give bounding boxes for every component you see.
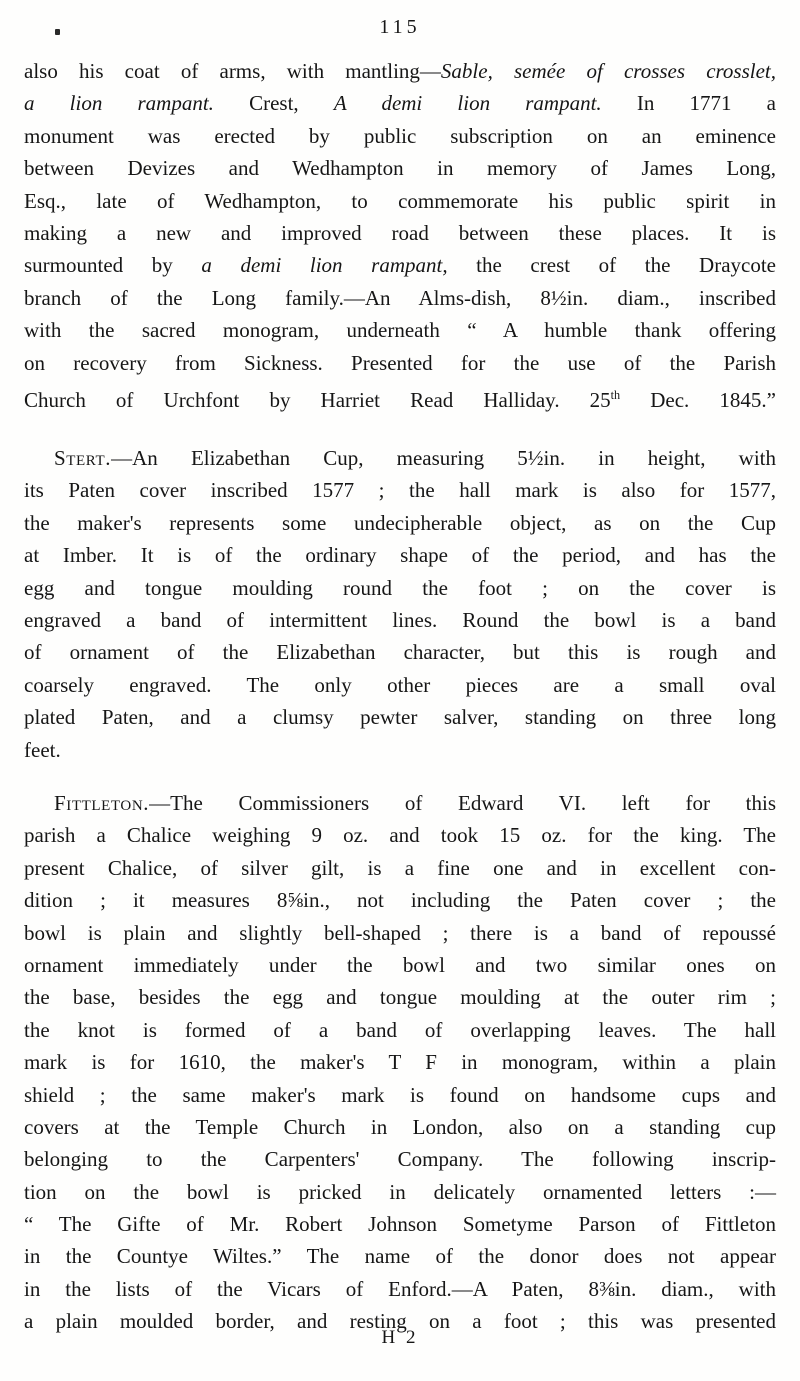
text-segment: making a new and improved road between these places. It is: [24, 220, 776, 245]
text-segment: in the lists of the Vicars of Enford.—A Paten, 8⅜in. diam., with: [24, 1276, 776, 1301]
text-line: [24, 572, 776, 604]
printers-signature: H 2: [381, 1327, 419, 1348]
text-segment: —The Commissioners of Edward VI. left for this: [149, 791, 776, 815]
text-line: [24, 1273, 776, 1305]
text-line: [24, 474, 776, 506]
text-line: [24, 669, 776, 701]
text-line: [24, 539, 776, 571]
text-segment: tion on the bowl is pricked in delicately ornamented letters :—: [24, 1179, 776, 1204]
text-segment: also his coat of arms, with mantling—: [24, 59, 441, 83]
text-segment: Stert.: [54, 446, 112, 470]
text-line: [24, 949, 776, 981]
text-line: [24, 734, 776, 766]
text-line: [24, 604, 776, 636]
paragraph-stert: [24, 442, 776, 766]
text-segment: the crest of the Draycote: [447, 253, 776, 278]
text-line: [24, 55, 776, 87]
text-segment: engraved a band of intermittent lines. Round the bowl is a band: [24, 607, 776, 632]
text-line: [24, 636, 776, 668]
text-segment: the maker's represents some undecipherable object, as on the Cup: [24, 510, 776, 535]
text-line: [24, 379, 776, 411]
text-segment: Crest,: [213, 91, 334, 116]
text-segment: a demi lion rampant,: [201, 253, 448, 278]
text-segment: of ornament of the Elizabethan character, but this is rough and: [24, 640, 776, 665]
text-segment: ornament immediately under the bowl and two similar ones on: [24, 952, 776, 977]
text-segment: a plain moulded border, and resting on a foot ; this was presented: [24, 1309, 776, 1334]
text-segment: Dec. 1845.”: [620, 387, 776, 412]
text-line: [24, 1176, 776, 1208]
text-segment: surmounted by: [24, 253, 202, 278]
text-line: [24, 314, 776, 346]
text-line: [24, 120, 776, 152]
text-line: [24, 442, 776, 474]
text-line: [24, 152, 776, 184]
text-segment: belonging to the Carpenters' Company. The following inscrip-: [24, 1147, 776, 1172]
text-segment: in the Countye Wiltes.” The name of the donor does not appear: [24, 1244, 776, 1269]
text-segment: Church of Urchfont by Harriet Read Halliday. 25: [24, 387, 611, 412]
text-line: [24, 507, 776, 539]
text-segment: on recovery from Sickness. Presented for the use of the Parish: [24, 350, 776, 375]
text-segment: egg and tongue moulding round the foot ; on the cover is: [24, 575, 776, 600]
text-segment: Esq., late of Wedhampton, to commemorate his public spirit in: [24, 188, 776, 213]
paragraph-arms-continuation: [24, 55, 776, 411]
text-line: [24, 217, 776, 249]
text-segment: a lion rampant.: [24, 91, 214, 116]
text-segment: with the sacred monogram, underneath “ A humble thank offering: [24, 318, 776, 343]
text-line: [24, 87, 776, 119]
text-line: [24, 282, 776, 314]
page-number: 115: [379, 16, 421, 38]
text-line: [24, 917, 776, 949]
text-line: [24, 249, 776, 281]
text-line: [24, 1079, 776, 1111]
text-segment: bowl is plain and slightly bell-shaped ; there is a band of repoussé: [24, 920, 776, 945]
text-segment: parish a Chalice weighing 9 oz. and took 15 oz. for the king. The: [24, 823, 776, 848]
text-segment: th: [610, 387, 621, 402]
text-segment: branch of the Long family.—An Alms-dish, 8½in. diam., inscribed: [24, 285, 776, 310]
text-segment: plated Paten, and a clumsy pewter salver, standing on three long: [24, 705, 776, 730]
text-line: [24, 787, 776, 819]
text-line: [24, 1240, 776, 1272]
text-line: [24, 1014, 776, 1046]
text-line: [24, 852, 776, 884]
text-segment: Fittleton.: [54, 791, 150, 815]
text-line: [24, 1208, 776, 1240]
text-line: [24, 347, 776, 379]
text-segment: between Devizes and Wedhampton in memory of James Long,: [24, 156, 776, 181]
text-segment: covers at the Temple Church in London, also on a standing cup: [24, 1114, 776, 1139]
text-segment: the knot is formed of a band of overlapping leaves. The hall: [24, 1017, 776, 1042]
text-segment: “ The Gifte of Mr. Robert Johnson Sometyme Parson of Fittleton: [24, 1212, 776, 1237]
text-segment: present Chalice, of silver gilt, is a fine one and in excellent con-: [24, 855, 776, 880]
paragraph-fittleton: [24, 787, 776, 1338]
text-line: [24, 1111, 776, 1143]
text-segment: A demi lion rampant.: [333, 91, 602, 116]
text-segment: feet.: [24, 737, 61, 762]
text-segment: —An Elizabethan Cup, measuring 5½in. in height, with: [111, 446, 776, 470]
text-segment: shield ; the same maker's mark is found on handsome cups and: [24, 1082, 776, 1107]
text-segment: In 1771 a: [601, 91, 776, 116]
text-line: [24, 884, 776, 916]
text-line: [24, 819, 776, 851]
text-line: [24, 1046, 776, 1078]
text-segment: its Paten cover inscribed 1577 ; the hall mark is also for 1577,: [24, 478, 776, 503]
text-segment: at Imber. It is of the ordinary shape of the period, and has the: [24, 543, 776, 568]
text-segment: mark is for 1610, the maker's T F in monogram, within a plain: [24, 1050, 776, 1075]
text-line: [24, 185, 776, 217]
text-segment: Sable, semée of crosses crosslet,: [440, 59, 777, 83]
text-segment: the base, besides the egg and tongue moulding at the outer rim ;: [24, 985, 776, 1010]
text-line: [24, 701, 776, 733]
text-segment: dition ; it measures 8⅝in., not including the Paten cover ; the: [24, 888, 776, 913]
text-segment: coarsely engraved. The only other pieces are a small oval: [24, 672, 776, 697]
text-line: [24, 1143, 776, 1175]
text-line: [24, 981, 776, 1013]
text-segment: monument was erected by public subscription on an eminence: [24, 123, 776, 148]
